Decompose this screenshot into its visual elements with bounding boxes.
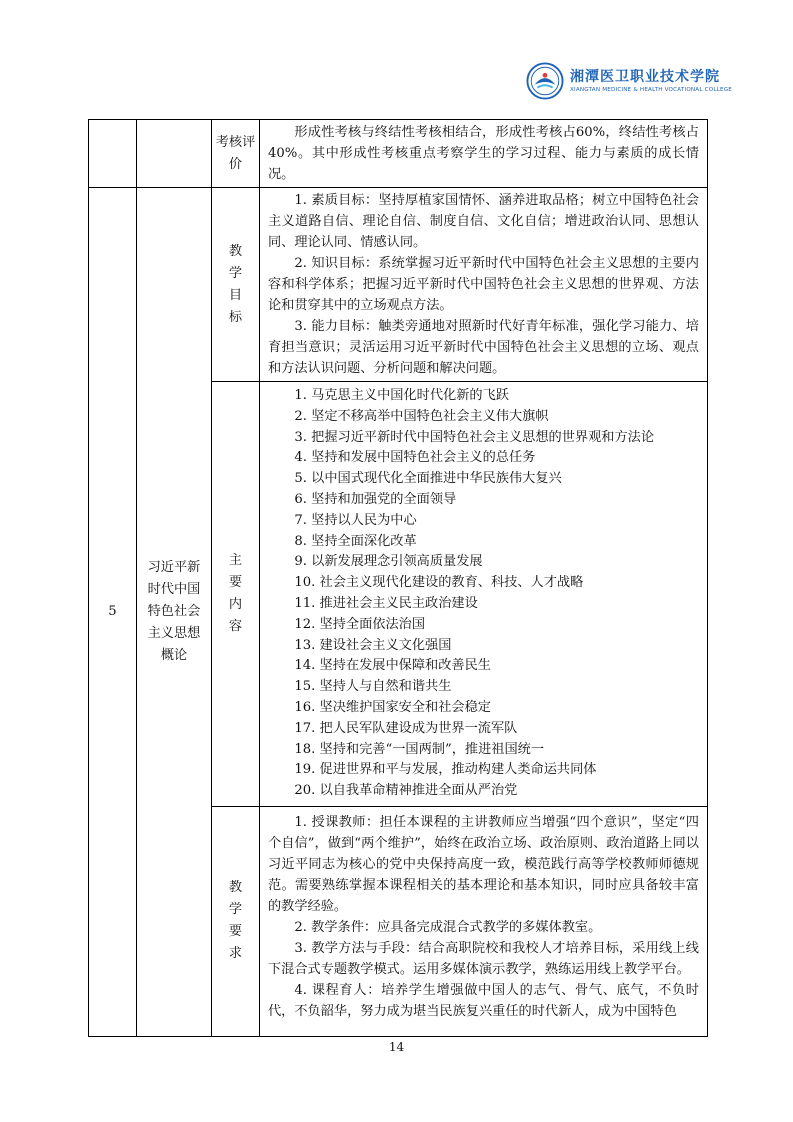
requirement-item: 3. 教学方法与手段：结合高职院校和我校人才培养目标，采用线上线下混合式专题教学模式。运用多媒体演示教学，熟练运用线上教学平台。 (268, 940, 699, 977)
content-item: 13. 建设社会主义文化强国 (294, 637, 452, 653)
content-item: 20. 以自我革命精神推进全面从严治党 (294, 783, 518, 799)
content-item: 5. 以中国式现代化全面推进中华民族伟大复兴 (294, 471, 562, 487)
content-item: 19. 促进世界和平与发展，推动构建人类命运共同体 (294, 762, 597, 778)
content-item: 6. 坚持和加强党的全面领导 (294, 491, 457, 507)
college-logo (526, 58, 732, 104)
content-item: 4. 坚持和发展中国特色社会主义的总任务 (294, 450, 536, 466)
curriculum-table (88, 119, 708, 1037)
objectives-label-text: 教学目标 (228, 243, 243, 325)
objectives-row (89, 188, 708, 382)
objectives-label (212, 188, 260, 382)
content-item: 16. 坚决维护国家安全和社会稳定 (294, 699, 491, 715)
content-item: 10. 社会主义现代化建设的教育、科技、人才战略 (294, 575, 584, 591)
college-name-en: XIANGTAN MEDICINE & HEALTH VOCATIONAL COLLEGE (570, 87, 732, 93)
requirement-item: 2. 教学条件：应具备完成混合式教学的多媒体教室。 (294, 919, 602, 935)
course-name (137, 188, 212, 1037)
content-item: 3. 把握习近平新时代中国特色社会主义思想的世界观和方法论 (294, 429, 655, 445)
course-number: 5 (89, 188, 137, 1037)
content-item: 1. 马克思主义中国化时代化新的飞跃 (294, 388, 509, 403)
course-name-text: 习近平新时代中国特色社会主义思想概论 (147, 559, 201, 663)
assessment-text: 形成性考核与终结性考核相结合，形成性考核占60%，终结性考核占40%。其中形成性考核重点考察学生的学习过程、能力与素质的成长情况。 (268, 125, 699, 182)
content-label-text: 主要内容 (228, 552, 243, 634)
empty-number-cell (89, 120, 137, 188)
content-item: 9. 以新发展理念引领高质量发展 (294, 554, 483, 570)
content-item: 7. 坚持以人民为中心 (294, 512, 417, 528)
content-item: 15. 坚持人与自然和谐共生 (294, 679, 452, 695)
requirement-item: 4. 课程育人：培养学生增强做中国人的志气、骨气、底气，不负时代，不负韶华，努力成为堪当民族复兴重任的时代新人，成为中国特色 (268, 982, 699, 1019)
content-label (212, 382, 260, 807)
objective-item: 3. 能力目标：触类旁通地对照新时代好青年标准，强化学习能力、培育担当意识；灵活运用习近平新时代中国特色社会主义思想的立场、观点和方法认识问题、分析问题和解决问题。 (268, 319, 699, 376)
college-emblem-icon (526, 62, 564, 100)
assessment-label: 考核评价 (212, 120, 260, 188)
empty-name-cell (137, 120, 212, 188)
assessment-text-cell (260, 120, 708, 188)
assessment-row (89, 120, 708, 188)
objective-item: 2. 知识目标：系统掌握习近平新时代中国特色社会主义思想的主要内容和科学体系；把握习近平新时代中国特色社会主义思想的世界观、方法论和贯穿其中的立场观点方法。 (268, 256, 699, 313)
requirements-label-text: 教学要求 (228, 880, 243, 962)
requirements-label (212, 806, 260, 1036)
content-cell (260, 382, 708, 807)
page-number: 14 (388, 1040, 405, 1054)
requirement-item: 1. 授课教师：担任本课程的主讲教师应当增强“四个意识”，坚定“四个自信”，做到“两个维护”，始终在政治立场、政治原则、政治道路上同以习近平同志为核心的党中央保持高度一致，模范践行高等学校教师师德规范。需要熟练掌握本课程相关的基本理论和基本知识，同时应具备较丰富的教学经验。 (268, 814, 699, 914)
content-item: 18. 坚持和完善“一国两制”，推进祖国统一 (294, 741, 545, 757)
objectives-cell (260, 188, 708, 382)
content-item: 12. 坚持全面依法治国 (294, 616, 426, 632)
college-name-cn: 湘潭医卫职业技术学院 (570, 69, 720, 85)
requirements-list (268, 809, 699, 1022)
content-item: 14. 坚持在发展中保障和改善民生 (294, 658, 491, 674)
content-item: 11. 推进社会主义民主政治建设 (294, 595, 478, 611)
content-list (268, 384, 699, 804)
requirements-cell (260, 806, 708, 1036)
content-item: 2. 坚定不移高举中国特色社会主义伟大旗帜 (294, 408, 549, 424)
objective-item: 1. 素质目标：坚持厚植家国情怀、涵养进取品格；树立中国特色社会主义道路自信、理论自信、制度自信、文化自信；增进政治认同、思想认同、理论认同、情感认同。 (268, 193, 699, 250)
content-item: 17. 把人民军队建设成为世界一流军队 (294, 720, 518, 736)
content-item: 8. 坚持全面深化改革 (294, 533, 417, 549)
